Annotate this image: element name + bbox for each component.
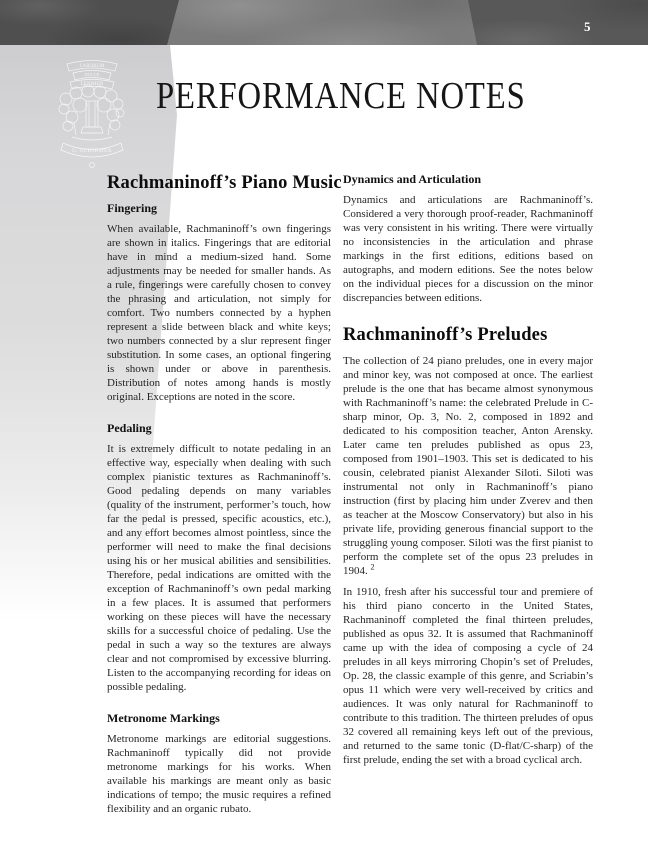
paragraph-pedaling: It is extremely difficult to notate pedaling in an effective way, especially when dealing with such complex pianistic textures as Rachmaninoff’s. Good pedaling depends on many variables (quality of the instrument, performer’s touch, how far the pedal is pressed, specific acoustics, etc.), and any effort becomes almost pointless, since the performer will need to make the final decisions using his or her musical abilities and sensibilities. Therefore, pedal indications are omitted with the exception of Rachmaninoff’s own pedal marking in a few places. It is assumed that performers working on these pieces will have the necessary skills for a successful choice of pedaling. Use the pedal in such a way so the textures are always clear and not compromised by excessive blurring. Listen to the accompanying recording for ideas on possible pedaling.	[107, 443, 331, 693]
paragraph-preludes-1-text: The collection of 24 piano preludes, one in every major and minor key, was not composed at once. The earliest prelude is the one that has became almost synonymous with Rachmaninoff’s name: the celebrated Prelude in C-sharp minor, Op. 3, No. 2, composed in 1892 and dedicated to his composition teacher, Anton Arensky. Later came ten preludes published as opus 23, composed from 1901–1903. This set is dedicated to his cousin, celebrated pianist Alexander Siloti. Siloti was instrumental not only in Rachmaninoff’s piano instruction (first by placing him under Zverev and then as teacher at the Moscow Conservatory) but also in his private life, providing generous financial support to the struggling young composer. Siloti was the first pianist to perform the complete set of the opus 23 preludes in 1904.	[343, 355, 593, 577]
subhead-metronome-markings: Metronome Markings	[107, 711, 220, 725]
page-title: PERFORMANCE NOTES	[156, 75, 526, 117]
paragraph-preludes-2: In 1910, fresh after his successful tour and premiere of his third piano concerto in the United States, Rachmaninoff completed the final thirteen preludes, published as opus 32. It is assumed that Rachmaninoff came up with the idea of composing a cycle of 24 preludes in all keys mirroring Chopin’s set of Preludes, Op. 28, the classic example of this genre, and Scriabin’s opus 11 which were very well-received by critics and audiences. It was only natural for Rachmaninoff to contribute to this tradition. The thirteen preludes of opus 32 covered all remaining keys left out of the previous, and returned to the same tonic (D-flat/C-sharp) of the first prelude, ending the set with a broad cyclical arch.	[343, 586, 593, 766]
header-banner	[0, 0, 648, 45]
crest-ribbon-text: G. SCHIRMER	[71, 148, 113, 154]
left-column	[107, 172, 342, 823]
footnote-reference-2: 2	[370, 562, 375, 572]
page-number: 5	[584, 19, 591, 34]
paragraph-metronome-markings: Metronome markings are editorial suggestions. Rachmaninoff typically did not provide metronome markings for his works. When available his markings are meant only as basic indications of tempo; the music requires a refined flexibility and an organic rubato.	[107, 733, 331, 815]
right-column	[343, 172, 593, 774]
paragraph-fingering: When available, Rachmaninoff’s own fingerings are shown in italics. Fingerings that are editorial have in mind a medium-sized hand. Some adjustments may be needed for smaller hands. As a rule, fingerings were carefully chosen to convey the phrasing and articulation, not simply for comfort. Two numbers connected by a hyphen represent a slide between black and white keys; two numbers connected by a slur represent finger substitution. In some cases, an optional fingering is shown under or above in parenthesis. Distribution of notes among hands is mostly original. Exceptions are noted in the score.	[107, 223, 331, 403]
paragraph-dynamics-articulation: Dynamics and articulations are Rachmaninoff’s. Considered a very thorough proof-reader, Rachmaninoff was very consistent in his writing. There were virtually no inconsistencies in the articulation and phrase markings in the first editions, editions based on autographs, and modern editions. See the notes below on the individual pieces for a discussion on the minor discrepancies between editions.	[343, 194, 593, 304]
subhead-fingering: Fingering	[107, 201, 157, 215]
heading-piano-music: Rachmaninoff’s Piano Music	[107, 173, 342, 193]
subhead-dynamics-articulation: Dynamics and Articulation	[343, 172, 482, 186]
paragraph-preludes-1	[343, 354, 593, 578]
heading-preludes: Rachmaninoff’s Preludes	[343, 325, 548, 345]
crest-motto-line-2: DULCE	[84, 72, 100, 77]
schirmer-crest-icon	[52, 57, 132, 169]
subhead-pedaling: Pedaling	[107, 421, 152, 435]
crest-motto-line-1: LABORUM	[79, 64, 105, 69]
crest-motto-line-3: LENIMEN	[80, 82, 104, 87]
